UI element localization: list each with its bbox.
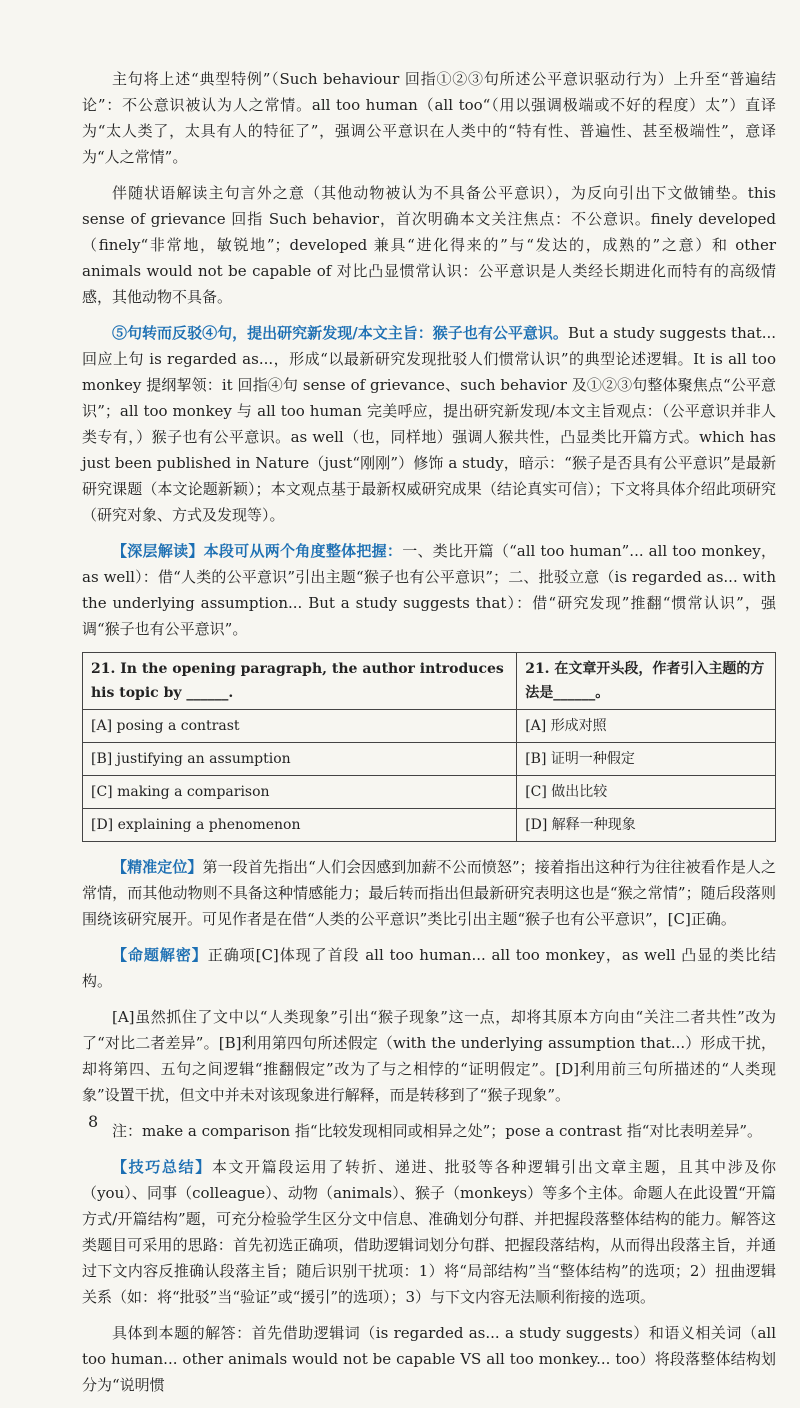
sentence-five-body: But a study suggests that... 回应上句 is regarded as...，形成“以最新研究发现批驳人们惯常认识”的典型论述逻辑。It is all too monkey 提纲挈领：it 回指④句 sense of grievance、such behavior 及①②③句整体聚焦点“公平意识”；all too monkey 与 all too human 完美呼应，提出研究新发现/本文主旨观点：（公平意识并非人类专有，）猴子也有公平意识。as well（也，同样地）强调人猴共性，凸显类比开篇方式。which has just been published in Nature（just“刚刚”）修饰 a study，暗示：“猴子是否具有公平意识”是最新研究课题（本文论题新颖）；本文观点基于最新权威研究成果（结论真实可信）；下文将具体介绍此项研究（研究对象、方式及发现等）。 [82, 324, 777, 524]
paragraph-intent-note: 注：make a comparison 指“比较发现相同或相异之处”；pose a contrast 指“对比表明差异”。 [112, 1122, 763, 1140]
option-b-en: [B] justifying an assumption [83, 743, 517, 776]
page-number: 8 [88, 1112, 99, 1131]
option-a-en: [A] posing a contrast [83, 710, 517, 743]
paragraph-deep-reading [82, 538, 776, 642]
option-d-en: [D] explaining a phenomenon [83, 809, 517, 842]
option-c-cn: [C] 做出比较 [517, 776, 776, 809]
skill-tag: 【技巧总结】 [112, 1158, 212, 1176]
sentence-five-lead: ⑤句转而反驳④句，提出研究新发现/本文主旨：猴子也有公平意识。 [112, 324, 568, 342]
question-stem-row [83, 653, 776, 710]
paragraph-intent [82, 942, 776, 994]
option-row-d [83, 809, 776, 842]
page-content [82, 66, 776, 1408]
question-stem-en: 21. In the opening paragraph, the author introduces his topic by ______. [83, 653, 517, 710]
option-d-cn: [D] 解释一种现象 [517, 809, 776, 842]
option-a-cn: [A] 形成对照 [517, 710, 776, 743]
question-table [82, 652, 776, 842]
option-b-cn: [B] 证明一种假定 [517, 743, 776, 776]
paragraph-adverbial: 伴随状语解读主句言外之意（其他动物被认为不具备公平意识），为反向引出下文做铺垫。this sense of grievance 回指 Such behavior，首次明确本文关注焦点：不公意识。finely developed（finely“非常地，敏锐地”；developed 兼具“进化得来的”与“发达的，成熟的”之意）和 other animals would not be capable of 对比凸显惯常认识：公平意识是人类经长期进化而特有的高级情感，其他动物不具备。 [82, 184, 776, 306]
intent-tag: 【命题解密】 [112, 946, 208, 964]
paragraph-sentence-five [82, 320, 776, 528]
deep-reading-tag: 【深层解读】本段可从两个角度整体把握： [112, 542, 403, 560]
deep-reading-body: 一、类比开篇（“all too human”... all too monkey，as well）：借“人类的公平意识”引出主题“猴子也有公平意识”；二、批驳立意（is regarded as... with the underlying assumption... But a study suggests that）：借“研究发现”推翻“惯常认识”，强调“猴子也有公平意识”。 [82, 542, 776, 638]
paragraph-skill [82, 1154, 776, 1310]
option-row-b [83, 743, 776, 776]
locate-tag: 【精准定位】 [112, 858, 203, 876]
paragraph-locate [82, 854, 776, 932]
option-row-c [83, 776, 776, 809]
paragraph-skill-detail: 具体到本题的解答：首先借助逻辑词（is regarded as... a study suggests）和语义相关词（all too human... other animals would not be capable VS all too monkey... too）将段落整体结构划分为“说明惯 [82, 1324, 776, 1394]
option-c-en: [C] making a comparison [83, 776, 517, 809]
intent-body: 正确项[C]体现了首段 all too human... all too monkey，as well 凸显的类比结构。 [82, 946, 776, 990]
skill-body: 本文开篇段运用了转折、递进、批驳等各种逻辑引出文章主题，且其中涉及你（you）、同事（colleague）、动物（animals）、猴子（monkeys）等多个主体。命题人在此设置“开篇方式/开篇结构”题，可充分检验学生区分文中信息、准确划分句群、并把握段落整体结构的能力。解答这类题目可采用的思路：首先初选正确项，借助逻辑词划分句群、把握段落结构，从而得出段落主旨，并通过下文内容反推确认段落主旨；随后识别干扰项：1）将“局部结构”当“整体结构”的选项；2）扭曲逻辑关系（如：将“批驳”当“验证”或“援引”的选项）；3）与下文内容无法顺利衔接的选项。 [82, 1158, 776, 1306]
option-row-a [83, 710, 776, 743]
question-stem-cn: 21. 在文章开头段，作者引入主题的方法是______。 [517, 653, 776, 710]
paragraph-main-clause: 主句将上述“典型特例”（Such behaviour 回指①②③句所述公平意识驱动行为）上升至“普遍结论”：不公意识被认为人之常情。all too human（all too“（用以强调极端或不好的程度）太”）直译为“太人类了，太具有人的特征了”，强调公平意识在人类中的“特有性、普遍性、甚至极端性”，意译为“人之常情”。 [82, 70, 776, 166]
paragraph-intent-detail: [A]虽然抓住了文中以“人类现象”引出“猴子现象”这一点，却将其原本方向由“关注二者共性”改为了“对比二者差异”。[B]利用第四句所述假定（with the underlying assumption that...）形成干扰，却将第四、五句之间逻辑“推翻假定”改为了与之相悖的“证明假定”。[D]利用前三句所描述的“人类现象”设置干扰，但文中并未对该现象进行解释，而是转移到了“猴子现象”。 [82, 1008, 776, 1104]
locate-body: 第一段首先指出“人们会因感到加薪不公而愤怒”；接着指出这种行为往往被看作是人之常情，而其他动物则不具备这种情感能力；最后转而指出但最新研究表明这也是“猴之常情”；随后段落则围绕该研究展开。可见作者是在借“人类的公平意识”类比引出主题“猴子也有公平意识”，[C]正确。 [82, 858, 776, 928]
